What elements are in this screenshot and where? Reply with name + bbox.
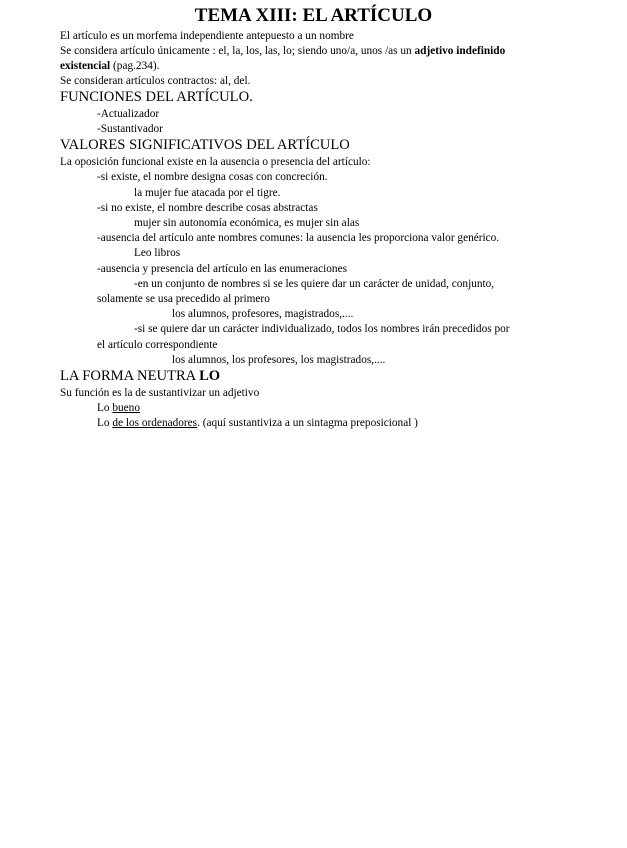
intro-line-2-bold: adjetivo indefinido	[414, 45, 506, 57]
neutra-example-1	[97, 401, 140, 415]
funciones-item-1: -Actualizador	[97, 108, 160, 120]
valores-line-13: el artículo correspondiente	[97, 339, 218, 351]
funciones-heading: FUNCIONES DEL ARTÍCULO.	[60, 89, 253, 105]
valores-line-9: -en un conjunto de nombres si se les quiere dar un carácter de unidad, conjunto,	[134, 278, 495, 290]
valores-example-1: la mujer fue atacada por el tigre.	[134, 187, 281, 199]
neutra-heading-bold: LO	[199, 368, 221, 384]
neutra-example-1-lead: Lo	[97, 402, 113, 414]
valores-line-8: -ausencia y presencia del artículo en las enumeraciones	[97, 263, 347, 275]
intro-line-2	[60, 44, 505, 58]
intro-line-3	[60, 59, 159, 73]
page-title: TEMA XIII: EL ARTÍCULO	[194, 5, 433, 26]
neutra-example-2-tail: . (aquí sustantiviza a un sintagma preposicional )	[197, 417, 418, 429]
neutra-example-1-underlined: bueno	[112, 402, 140, 414]
funciones-item-2: -Sustantivador	[97, 123, 163, 135]
valores-line-10: solamente se usa precedido al primero	[97, 293, 270, 305]
valores-example-2: mujer sin autonomía económica, es mujer sin alas	[134, 217, 360, 229]
valores-line-6: -ausencia del artículo ante nombres comunes: la ausencia les proporciona valor genérico.	[97, 232, 500, 244]
neutra-example-2-lead: Lo	[97, 417, 113, 429]
valores-line-2: -si existe, el nombre designa cosas con concreción.	[97, 171, 328, 183]
neutra-example-2-underlined: de los ordenadores	[112, 417, 198, 429]
valores-line-1: La oposición funcional existe en la ausencia o presencia del artículo:	[60, 156, 371, 168]
intro-line-3-bold: existencial	[60, 60, 111, 72]
valores-line-12: -si se quiere dar un carácter individualizado, todos los nombres irán precedidos por	[134, 323, 510, 335]
valores-line-4: -si no existe, el nombre describe cosas abstractas	[97, 202, 318, 214]
valores-heading: VALORES SIGNIFICATIVOS DEL ARTÍCULO	[60, 137, 350, 153]
neutra-heading	[60, 368, 220, 385]
intro-line-2-text: Se considera artículo únicamente : el, la, los, las, lo; siendo uno/a, unos /as un	[60, 45, 415, 57]
intro-line-1: El artículo es un morfema independiente antepuesto a un nombre	[60, 30, 354, 42]
intro-line-3-text: (pag.234).	[110, 60, 160, 72]
valores-example-5: los alumnos, los profesores, los magistrados,....	[172, 354, 386, 366]
neutra-line-1: Su función es la de sustantivizar un adjetivo	[60, 387, 260, 399]
neutra-heading-text: LA FORMA NEUTRA	[60, 368, 200, 384]
intro-line-4: Se consideran artículos contractos: al, del.	[60, 75, 251, 87]
valores-example-3: Leo libros	[134, 247, 181, 259]
valores-example-4: los alumnos, profesores, magistrados,....	[172, 308, 354, 320]
neutra-example-2	[97, 416, 418, 430]
